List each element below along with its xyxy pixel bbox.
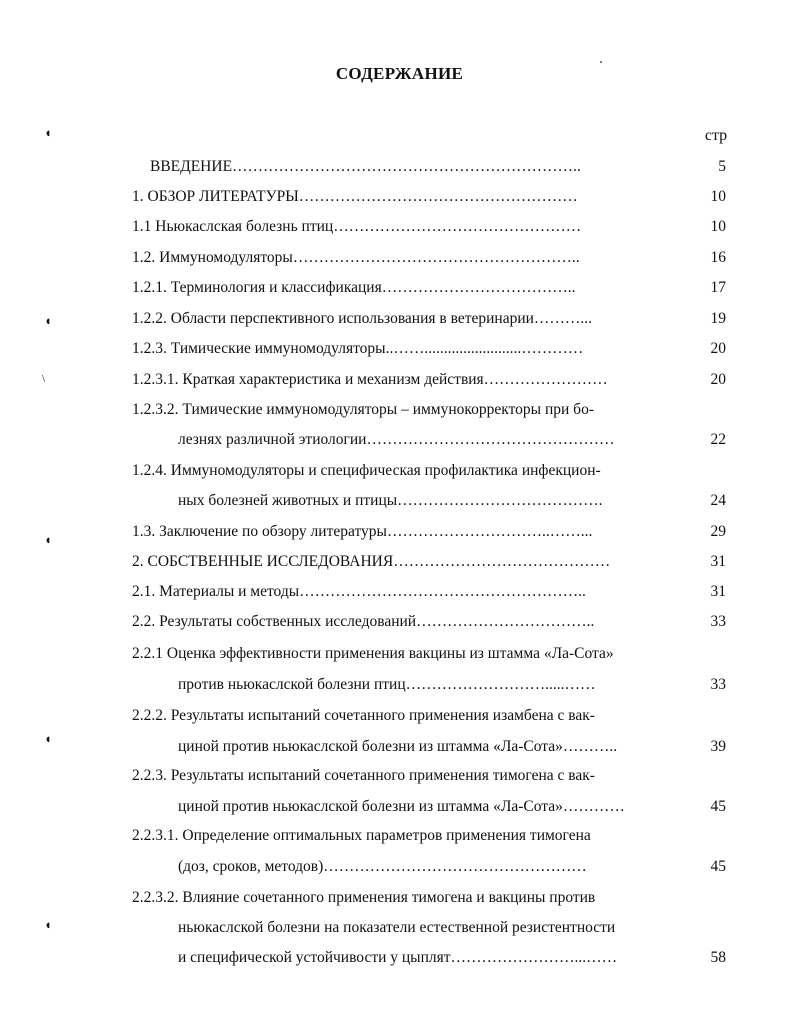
toc-page-number: 29 (710, 523, 726, 540)
toc-page-number: 31 (710, 583, 726, 600)
toc-page-number: 45 (710, 798, 726, 815)
toc-page-number: 45 (710, 858, 726, 875)
toc-entry-line: циной против ньюкаслской болезни из штамма «Ла-Сота»………… (178, 798, 625, 815)
page-title: СОДЕРЖАНИЕ (335, 64, 464, 83)
toc-page-number: 22 (710, 431, 726, 448)
toc-entry-line: 2.2.2. Результаты испытаний сочетанного применения изамбена с вак- (132, 707, 595, 724)
toc-entry-line: 2.2.1 Оценка эффективности применения вакцины из штамма «Ла-Сота» (132, 645, 614, 662)
toc-entry-line: 2. СОБСТВЕННЫЕ ИССЛЕДОВАНИЯ…………………………………… (132, 553, 611, 570)
page-column-header: стр (704, 127, 728, 144)
toc-entry-line: 2.1. Материалы и методы……………………………………………….. (132, 583, 586, 600)
toc-entry-line: 1.2.3. Тимические иммуномодуляторы..…….........................………… (132, 340, 584, 357)
toc-page-number: 33 (710, 676, 726, 693)
toc-entry-line: 2.2.3. Результаты испытаний сочетанного применения тимогена с вак- (132, 767, 595, 784)
toc-entry-line: 1.2.3.1. Краткая характеристика и механизм действия…………………… (132, 371, 608, 388)
toc-page-number: 17 (710, 279, 726, 296)
margin-mark: ◖ (44, 125, 52, 140)
toc-entry-line: 1. ОБЗОР ЛИТЕРАТУРЫ……………………………………………… (132, 188, 578, 205)
toc-entry-line: 2.2.3.1. Определение оптимальных параметров применения тимогена (132, 827, 591, 844)
margin-mark: ◖ (44, 917, 52, 932)
toc-entry-line: 2.2. Результаты собственных исследований…………………………….. (132, 613, 595, 630)
toc-entry-line: 1.2.1. Терминология и классификация……………………………….. (132, 279, 576, 296)
toc-entry-line: ВВЕДЕНИЕ………………………………………………………….. (150, 158, 581, 175)
margin-mark: \ (42, 373, 46, 385)
toc-page-number: 19 (710, 310, 726, 327)
toc-entry-line: 1.2. Иммуномодуляторы……………………………………………….. (132, 249, 580, 266)
toc-page-number: 16 (710, 249, 726, 266)
margin-mark: ◖ (44, 731, 52, 746)
toc-entry-line: 1.2.4. Иммуномодуляторы и специфическая профилактика инфекцион- (132, 462, 601, 479)
toc-page-number: 20 (710, 371, 726, 388)
toc-page-number: 20 (710, 340, 726, 357)
toc-page-number: 10 (710, 218, 726, 235)
toc-entry-line: ньюкаслской болезни на показатели естественной резистентности (178, 919, 616, 936)
margin-mark: ◖ (44, 532, 52, 547)
toc-page-number: 24 (710, 492, 726, 509)
toc-entry-line: и специфической устойчивости у цыплят……………………...…… (178, 949, 618, 966)
toc-entry-line: 1.1 Ньюкаслская болезнь птиц………………………………………… (132, 218, 582, 235)
toc-entry-line: циной против ньюкаслской болезни из штамма «Ла-Сота»……….. (178, 738, 618, 755)
toc-page-number: 39 (710, 738, 726, 755)
toc-entry-line: 1.3. Заключение по обзору литературы…………………………..……... (132, 523, 593, 540)
toc-page-number: 5 (718, 158, 726, 175)
toc-page-number: 31 (710, 553, 726, 570)
toc-page-number: 33 (710, 613, 726, 630)
toc-page-number: 58 (710, 949, 726, 966)
margin-mark: ◖ (44, 313, 52, 328)
toc-entry-line: (доз, сроков, методов)…………………………………………… (178, 858, 587, 875)
toc-entry-line: 1.2.3.2. Тимические иммуномодуляторы – иммунокорректоры при бо- (132, 401, 594, 418)
speck (600, 61, 602, 63)
toc-page-number: 10 (710, 188, 726, 205)
toc-entry-line: против ньюкаслской болезни птиц……………………….....…… (178, 676, 596, 693)
toc-entry-line: 2.2.3.2. Влияние сочетанного применения тимогена и вакцины против (132, 889, 596, 906)
toc-entry-line: ных болезней животных и птицы…………………………………. (178, 492, 603, 509)
toc-entry-line: 1.2.2. Области перспективного использования в ветеринарии………... (132, 310, 593, 327)
toc-entry-line: лезнях различной этиологии………………………………………… (178, 431, 615, 448)
